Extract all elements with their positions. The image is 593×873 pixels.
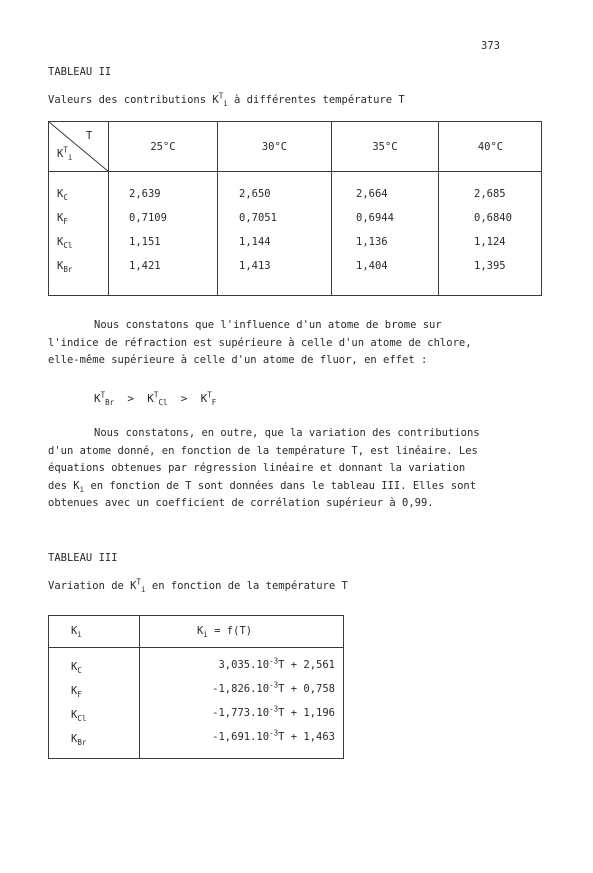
page-number: 373 [481,40,500,52]
head-rest: = f(T) [207,625,253,637]
ineq-sub: F [211,398,217,408]
table3 [48,615,344,759]
para1-line: Nous constatons que l'influence d'un atome de brome sur [94,319,442,331]
eq-exp: -3 [269,680,279,690]
table2-row-label [57,260,73,275]
table2-cell: 2,639 [129,188,161,200]
ineq-k: K [147,392,154,405]
table2-cell: 2,685 [474,188,506,200]
table2-corner-sub: i [67,153,73,163]
table2-cell: 2,664 [356,188,388,200]
table2-cell: 2,650 [239,188,271,200]
para2-line: Nous constatons, en outre, que la variation des contributions [94,427,480,439]
paragraph-2 [48,425,548,513]
head-sub: i [203,630,208,640]
table2-cell: 1,404 [356,260,388,272]
table3-caption-text: Variation de K [48,580,137,592]
table2-cell: 1,413 [239,260,271,272]
table2-cell: 0,6840 [474,212,512,224]
row-k: K [71,685,78,697]
ineq-sup: T [207,390,212,400]
table3-label: TABLEAU III [48,552,118,564]
eq-exp: -3 [269,728,279,738]
table3-equation [218,656,335,671]
eq-coef: -1,691.10 [212,731,270,743]
table2-corner-diagonal [49,122,109,172]
head-k: K [71,625,78,637]
row-k: K [57,212,64,224]
table2-cell: 1,144 [239,236,271,248]
para2-line: équations obtenues par régression linéaire et donnant la variation [48,462,466,474]
row-sub: Cl [77,714,87,724]
para2-text: des K [48,479,80,492]
table3-equation [212,728,335,743]
table2-caption-sub: i [223,99,228,109]
ineq-sup: T [100,390,106,400]
row-sub: C [63,193,68,203]
table2-row-label [57,212,68,227]
table2-corner-k-text: K [57,148,64,160]
table2-caption [48,91,405,109]
row-k: K [57,188,64,200]
inequality [94,390,217,408]
table2-corner-sup: T [63,145,68,155]
ineq-k: K [94,392,101,405]
table3-row-label [71,709,87,724]
eq-rest: T + 1,463 [278,731,335,743]
para2-line: obtenues avec un coefficient de corrélation supérieur à 0,99. [48,497,434,509]
table3-equation [212,704,335,719]
para2-line [48,478,548,496]
table3-vline [139,616,140,758]
row-sub: Br [63,265,73,275]
ineq-sub: Br [105,398,115,408]
table3-head-col2 [197,625,253,640]
table2-corner-k [57,145,73,163]
eq-rest: T + 2,561 [278,659,335,671]
table3-head-col1 [71,625,82,640]
table2 [48,121,542,296]
table2-row-label [57,188,68,203]
table3-row-label [71,685,82,700]
eq-rest: T + 0,758 [278,683,335,695]
para1-line: elle-même supérieure à celle d'un atome de fluor, en effet : [48,354,428,366]
table2-cell: 0,7109 [129,212,167,224]
row-sub: F [63,217,68,227]
table3-equation [212,680,335,695]
head-sub: i [77,630,82,640]
eq-coef: -1,773.10 [212,707,270,719]
eq-rest: T + 1,196 [278,707,335,719]
table2-header-35: 35°C [372,141,398,153]
eq-coef: -1,826.10 [212,683,270,695]
table2-header-25: 25°C [150,141,176,153]
table3-row-label [71,733,87,748]
table3-caption [48,577,348,595]
table2-row-label [57,236,73,251]
ineq-op: > [127,392,135,405]
para2-line: d'un atome donné, en fonction de la température T, est linéaire. Les [48,444,478,457]
table2-cell: 1,136 [356,236,388,248]
para2-text: en fonction de T sont données dans le tableau III. Elles sont [84,479,477,492]
table2-cell: 1,395 [474,260,506,272]
table3-row-label [71,661,82,676]
table3-caption-rest: en fonction de la température T [145,580,348,592]
ineq-sub: Cl [158,398,168,408]
table3-caption-sup: T [136,577,142,587]
table2-header-rule [49,171,541,172]
eq-exp: -3 [269,656,279,666]
table3-caption-sub: i [141,585,146,595]
table2-cell: 1,421 [129,260,161,272]
table2-header-30: 30°C [261,141,288,153]
table2-caption-text: Valeurs des contributions K [48,94,219,106]
row-sub: Br [77,738,87,748]
para1-line: l'indice de réfraction est supérieure à celle d'un atome de chlore, [48,336,472,349]
row-k: K [71,733,78,745]
table2-cell: 0,6944 [356,212,394,224]
table2-caption-sup: T [218,91,224,101]
ineq-k: K [200,392,208,405]
table3-header-rule [49,647,343,648]
row-k: K [71,661,78,673]
head-k: K [197,625,204,637]
row-sub: F [77,690,82,700]
table2-header-40: 40°C [477,141,504,153]
table2-corner-t: T [86,130,93,142]
row-k: K [57,236,64,248]
table2-cell: 1,151 [129,236,161,248]
row-sub: C [77,666,82,676]
paragraph-1 [48,317,548,370]
table2-label: TABLEAU II [48,66,112,78]
eq-exp: -3 [269,704,279,714]
eq-coef: 3,035.10 [218,659,270,671]
para2-sub: i [79,484,85,494]
row-k: K [57,260,64,272]
row-sub: Cl [63,241,73,251]
table2-cell: 1,124 [474,236,506,248]
table2-cell: 0,7051 [239,212,277,224]
row-k: K [71,709,78,721]
ineq-sup: T [153,390,159,400]
table2-caption-rest: à différentes température T [227,94,405,106]
ineq-op: > [180,392,188,405]
